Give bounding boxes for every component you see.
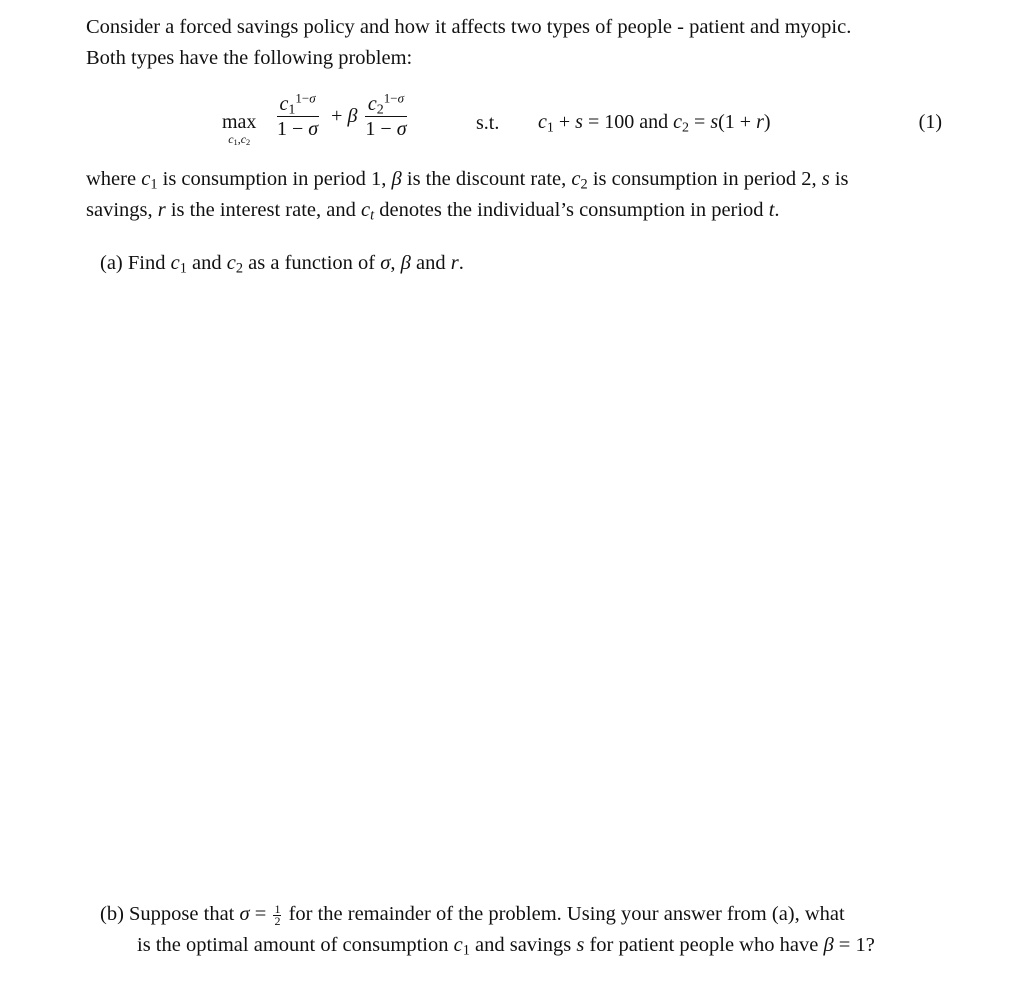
explanation-paragraph bbox=[86, 164, 946, 226]
one-half-fraction: $\frac{1}{2}$ bbox=[274, 901, 281, 928]
constraints: $c_1 + s = 100$ and $c_2 = s(1 + r)$ bbox=[538, 111, 771, 136]
explanation-line-2: savings, r is the interest rate, and $c_t$ denotes the individual’s consumption in period t. bbox=[86, 199, 780, 224]
subject-to-label: s.t. bbox=[476, 112, 500, 134]
budget-total: 100 bbox=[604, 111, 635, 133]
explanation-line-1: where $c_1$ is consumption in period 1, β is the discount rate, $c_2$ is consumption in period 2, s is bbox=[86, 168, 849, 193]
part-b-label: (b) bbox=[100, 903, 124, 925]
part-b-line-2: is the optimal amount of consumption $c_1$ and savings s for patient people who have β = 1? bbox=[137, 934, 875, 959]
part-a-label: (a) bbox=[100, 252, 123, 274]
objective-function: $\frac{c_1^{1-\sigma}}{1 - \sigma}$ + β $\frac{c_2^{1-\sigma}}{1 - \sigma}$ bbox=[277, 90, 407, 140]
equation-number: (1) bbox=[918, 111, 942, 133]
question-part-b bbox=[100, 899, 946, 961]
optimization-equation bbox=[86, 92, 946, 154]
part-b-line-1: (b) Suppose that σ = $\frac{1}{2}$ for the remainder of the problem. Using your answer from (a), what bbox=[100, 901, 845, 928]
question-part-a: (a) Find $c_1$ and $c_2$ as a function of σ, β and r. bbox=[100, 252, 464, 277]
intro-line-1: Consider a forced savings policy and how it affects two types of people - patient and myopic. bbox=[86, 16, 852, 38]
and-word: and bbox=[639, 111, 669, 133]
max-operator: max $c_1,c_2$ bbox=[222, 111, 257, 148]
intro-line-2: Both types have the following problem: bbox=[86, 47, 413, 69]
intro-paragraph bbox=[86, 12, 946, 74]
